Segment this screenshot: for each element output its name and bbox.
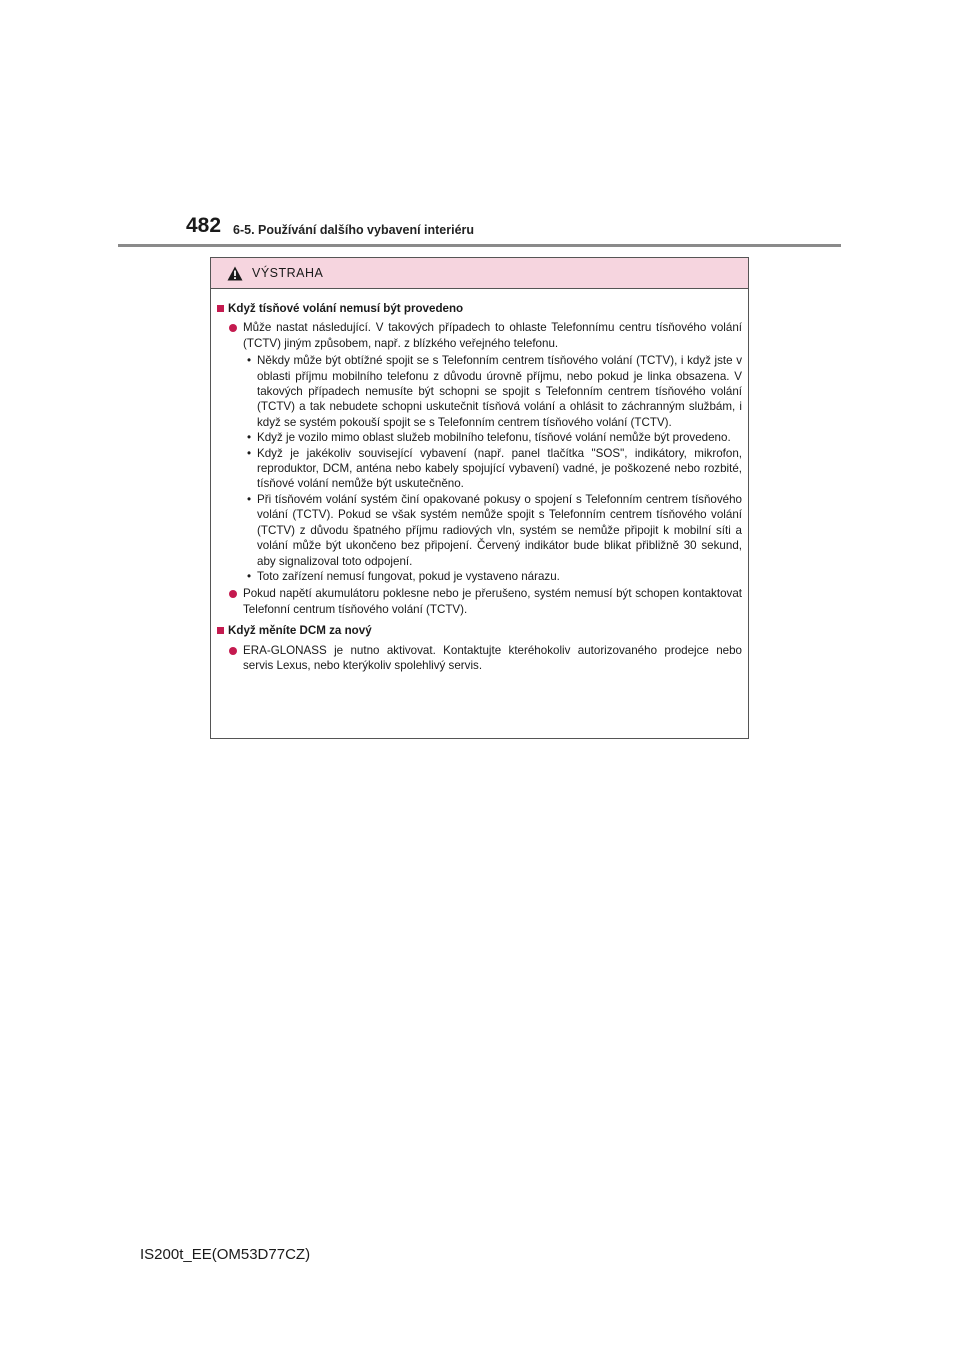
bullet-text: Někdy může být obtížné spojit se s Telefonním centrem tísňového volání (TCTV), i když jste v oblasti příjmu mobilního telefonu z důvodu úrovně příjmu, nebo pokud je linka obsazena. V takových případech nemusíte být schopni se spojit s Telefonním centrem tísňového volání (TCTV) a tak nebudete schopni uskutečnit tísňová volání a ohlásit to záchranným službám, i když se systém pokouší spojit se s Telefonním centrem tísňového volání (TCTV). — [257, 354, 742, 429]
warning-triangle-icon — [227, 266, 243, 281]
subheading-emergency-call-fail — [217, 301, 742, 316]
circle-bullet-icon — [229, 590, 237, 598]
bullet-mark: • — [247, 354, 252, 368]
bullet-text: Při tísňovém volání systém činí opakované pokusy o spojení s Telefonním centrem tísňového volání (TCTV). Pokud se však systém nemůže spojit s Telefonním centrem tísňového volání (TCTV) z důvodu špatného příjmu radiových vln, systém se nemůže připojit k mobilní síti a volání může být ukončeno bez připojení. Červený indikátor bude blikat přibližně 30 sekund, aby signalizoval toto odpojení. — [257, 492, 742, 568]
list-item — [217, 586, 742, 617]
circle-bullet-icon — [229, 324, 237, 332]
square-bullet-icon — [217, 305, 224, 312]
page-number: 482 — [186, 214, 222, 237]
warning-title: VÝSTRAHA — [252, 266, 324, 280]
warning-body — [211, 289, 748, 673]
bullet-list — [217, 353, 742, 584]
header-divider — [118, 244, 841, 247]
bullet-mark: • — [247, 446, 252, 460]
bullet-text: Když je vozilo mimo oblast služeb mobilního telefonu, tísňové volání nemůže být provedeno. — [257, 431, 731, 445]
bullet-item — [247, 446, 742, 492]
circle-bullet-icon — [229, 647, 237, 655]
list-item — [217, 643, 742, 674]
bullet-item — [247, 353, 742, 430]
bullet-text: Toto zařízení nemusí fungovat, pokud je vystaveno nárazu. — [257, 569, 560, 583]
list-item-text: ERA-GLONASS je nutno aktivovat. Kontaktujte kteréhokoliv autorizovaného prodejce nebo servis Lexus, nebo kterýkoliv spolehlivý servis. — [243, 643, 742, 672]
subheading-text: Když měníte DCM za nový — [228, 624, 372, 638]
list-item-text: Může nastat následující. V takových případech to ohlaste Telefonnímu centru tísňového volání (TCTV) jiným způsobem, např. z blízkého veřejného telefonu. — [243, 321, 742, 350]
bullet-item — [247, 569, 742, 584]
warning-header — [211, 258, 748, 289]
square-bullet-icon — [217, 627, 224, 634]
bullet-item — [247, 492, 742, 569]
bullet-mark: • — [247, 569, 252, 583]
footer-model-code: IS200t_EE(OM53D77CZ) — [140, 1246, 311, 1263]
bullet-mark: • — [247, 492, 252, 506]
bullet-item — [247, 430, 742, 445]
list-item — [217, 320, 742, 351]
subheading-text: Když tísňové volání nemusí být provedeno — [228, 302, 464, 315]
section-title: 6-5. Používání dalšího vybavení interiéru — [233, 223, 475, 237]
list-item-text: Pokud napětí akumulátoru poklesne nebo je přerušeno, systém nemusí být schopen kontaktovat Telefonní centrum tísňového volání (TCTV). — [243, 587, 742, 616]
subheading-dcm-replacement — [217, 623, 742, 638]
bullet-mark: • — [247, 431, 252, 445]
warning-box — [210, 257, 749, 739]
bullet-text: Když je jakékoliv související vybavení (např. panel tlačítka "SOS", indikátory, mikrofon, reproduktor, DCM, anténa nebo kabely spojující vybavení) vadné, je poškozené nebo rozbité, tísňové volání nemůže být uskutečněno. — [257, 446, 742, 491]
